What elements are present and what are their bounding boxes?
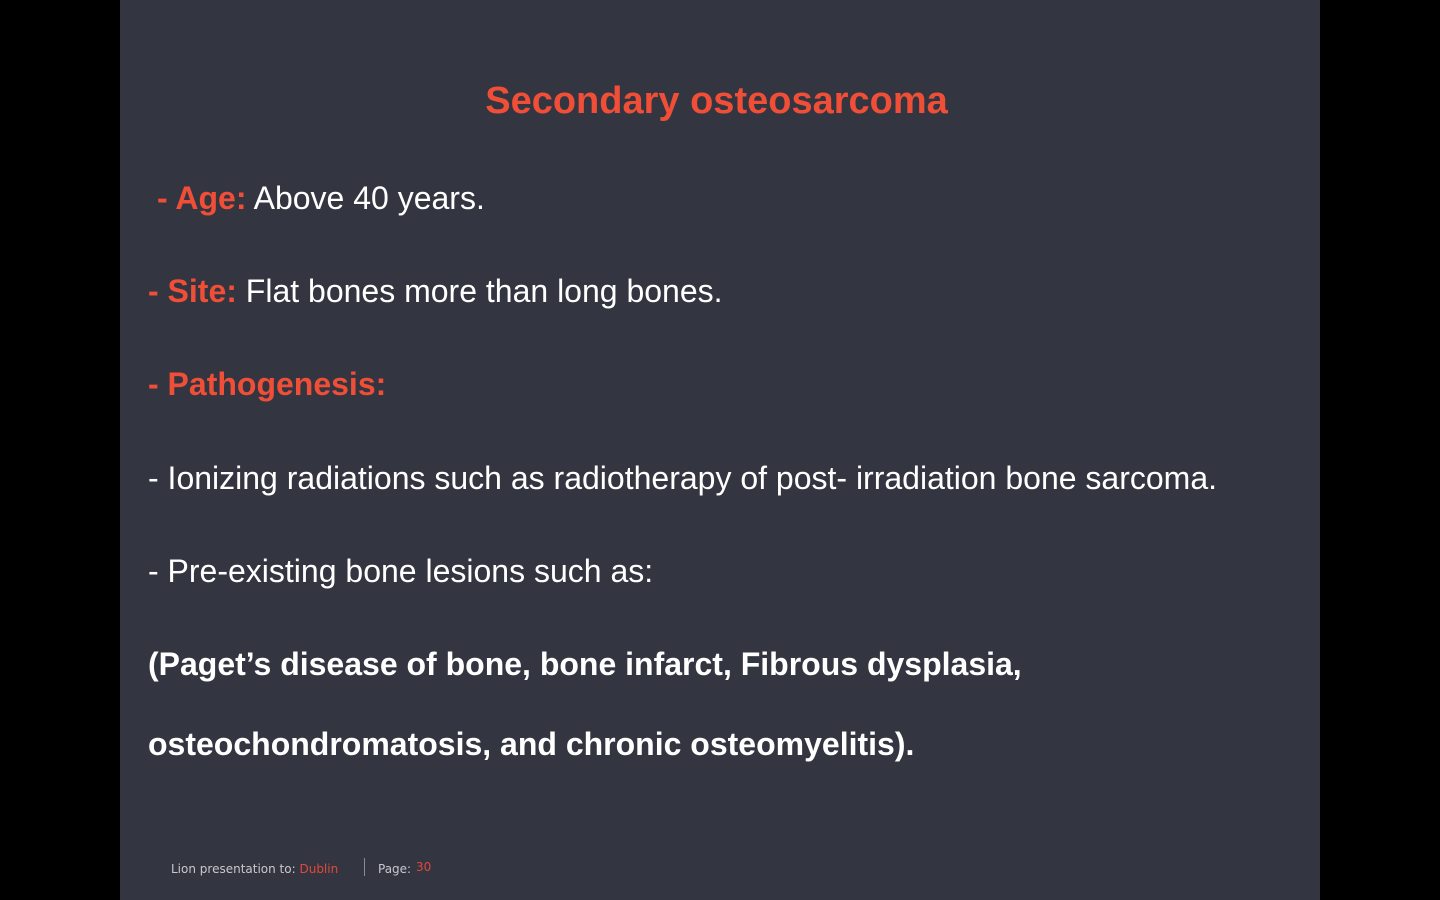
footer-page-number: 30 <box>416 860 432 874</box>
pathogenesis-line <box>148 364 386 404</box>
footer-presentation-label: Lion presentation to: <box>171 862 296 876</box>
footer-page-label: Page: <box>378 862 412 876</box>
footer-presentation <box>171 862 338 876</box>
ionizing-radiation-line: - Ionizing radiations such as radiotherapy of post- irradiation bone sarcoma. <box>148 460 1218 496</box>
footer-divider <box>364 858 365 876</box>
site-value: Flat bones more than long bones. <box>245 273 723 309</box>
age-value: Above 40 years. <box>253 180 485 216</box>
age-label: - Age: <box>157 180 247 216</box>
slide-title: Secondary osteosarcoma <box>485 80 948 122</box>
site-line <box>148 271 723 311</box>
lesions-list-line-2: osteochondromatosis, and chronic osteomyelitis). <box>148 726 915 762</box>
slide <box>120 0 1320 900</box>
pathogenesis-label: - Pathogenesis: <box>148 366 387 402</box>
age-line <box>157 178 485 218</box>
footer-presentation-target: Dublin <box>299 862 339 876</box>
lesions-list-line-1: (Paget’s disease of bone, bone infarct, Fibrous dysplasia, <box>148 646 1022 682</box>
site-label: - Site: <box>148 273 237 309</box>
preexisting-lesions-line: - Pre-existing bone lesions such as: <box>148 553 654 589</box>
